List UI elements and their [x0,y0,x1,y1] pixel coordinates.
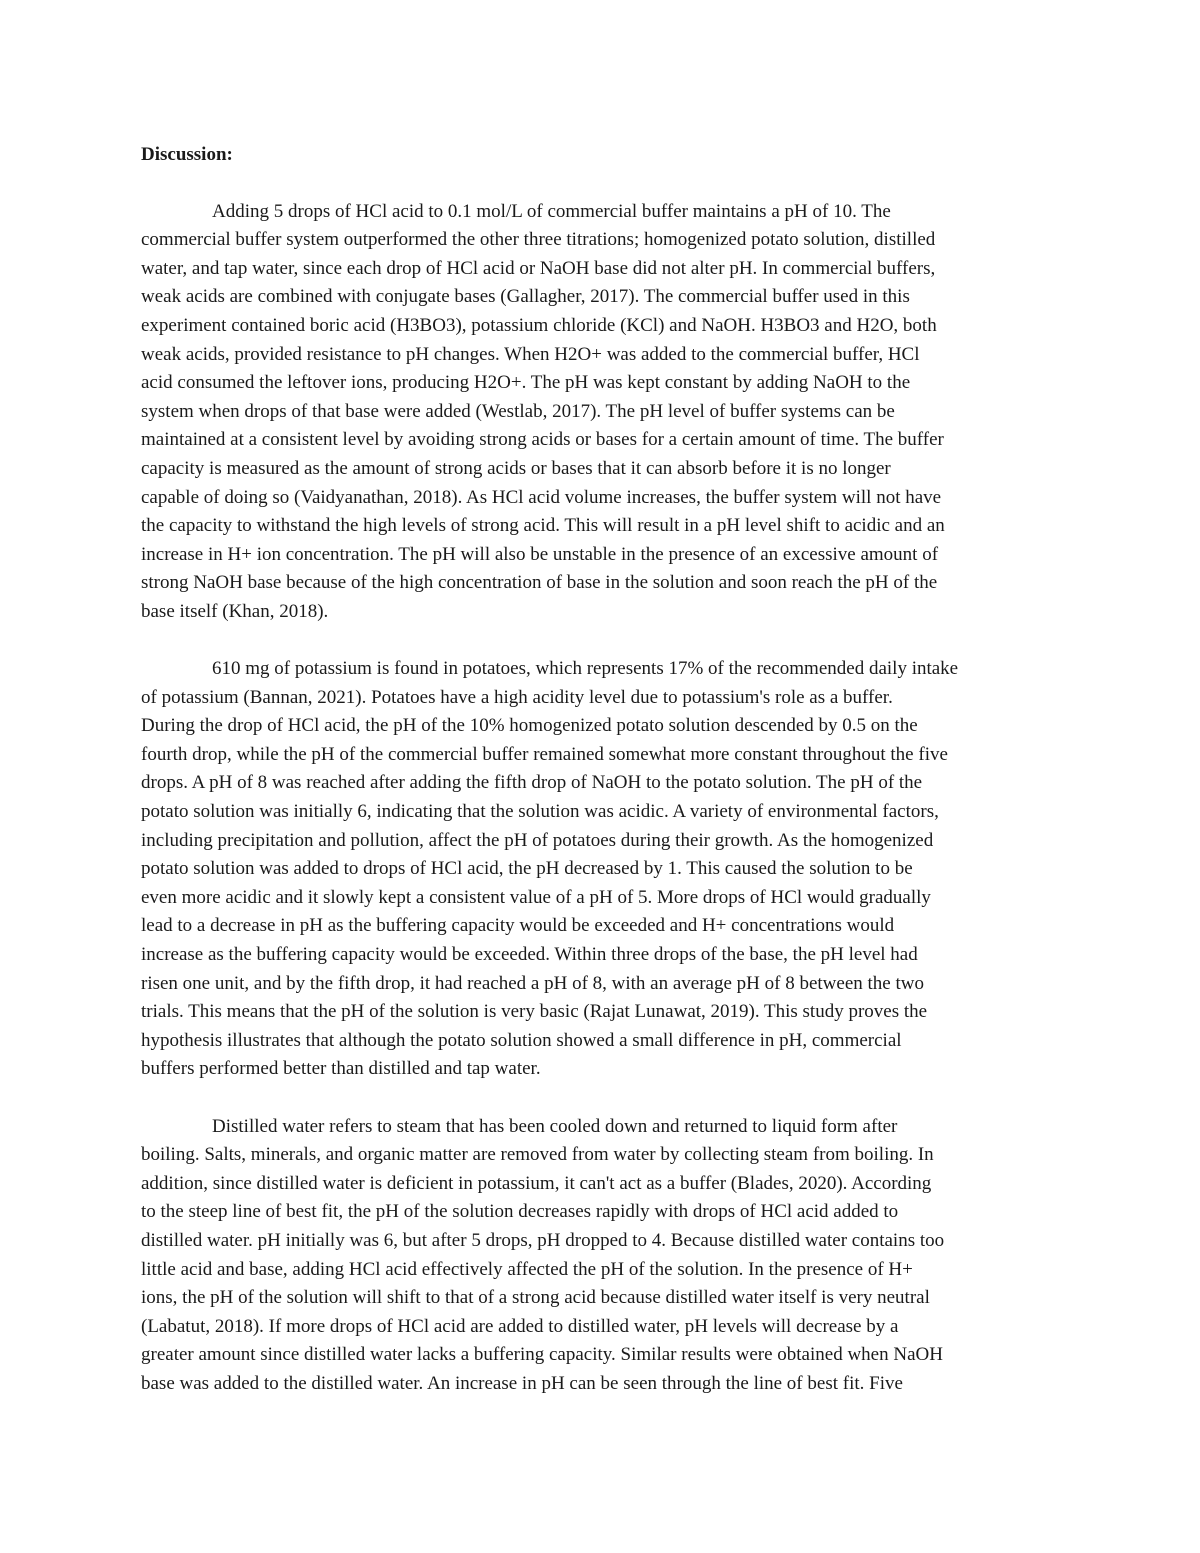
paragraph-line: increase as the buffering capacity would be exceeded. Within three drops of the base, the pH level had [141,944,918,966]
paragraph-line: acid consumed the leftover ions, producing H2O+. The pH was kept constant by adding NaOH to the [141,372,911,394]
paragraph-line: base was added to the distilled water. An increase in pH can be seen through the line of best fit. Five [141,1372,903,1394]
paragraph-line: little acid and base, adding HCl acid effectively affected the pH of the solution. In the presence of H+ [141,1258,913,1280]
paragraph-line: trials. This means that the pH of the solution is very basic (Rajat Lunawat, 2019). This study proves the [141,1001,928,1023]
paragraph-line: capacity is measured as the amount of strong acids or bases that it can absorb before it is no longer [141,457,891,479]
paragraph-line: fourth drop, while the pH of the commercial buffer remained somewhat more constant throughout the five [141,743,948,765]
paragraph-line: Adding 5 drops of HCl acid to 0.1 mol/L of commercial buffer maintains a pH of 10. The [212,200,891,222]
paragraph-line: even more acidic and it slowly kept a consistent value of a pH of 5. More drops of HCl would gradually [141,886,931,908]
paragraph-line: water, and tap water, since each drop of HCl acid or NaOH base did not alter pH. In commercial buffers, [141,257,936,279]
paragraph-line: to the steep line of best fit, the pH of the solution decreases rapidly with drops of HCl acid added to [141,1201,899,1223]
paragraph-line: potato solution was added to drops of HCl acid, the pH decreased by 1. This caused the solution to be [141,858,913,880]
paragraph-3 [141,1113,1071,1399]
paragraph-line: addition, since distilled water is deficient in potassium, it can't act as a buffer (Blades, 2020). According [141,1172,932,1194]
paragraph-1 [141,198,1071,627]
paragraph-2 [141,655,1071,1084]
paragraph-line: 610 mg of potassium is found in potatoes, which represents 17% of the recommended daily intake [212,658,959,680]
paragraph-line: drops. A pH of 8 was reached after adding the fifth drop of NaOH to the potato solution. The pH of the [141,772,923,794]
paragraph-line: including precipitation and pollution, affect the pH of potatoes during their growth. As the homogenized [141,829,934,851]
paragraph-line: ions, the pH of the solution will shift to that of a strong acid because distilled water itself is very neutral [141,1287,930,1309]
paragraph-line: base itself (Khan, 2018). [141,600,329,622]
paragraph-line: greater amount since distilled water lacks a buffering capacity. Similar results were obtained when NaOH [141,1344,943,1366]
paragraph-line: buffers performed better than distilled and tap water. [141,1058,541,1080]
paragraph-line: strong NaOH base because of the high concentration of base in the solution and soon reach the pH of the [141,572,938,594]
paragraph-line: weak acids, provided resistance to pH changes. When H2O+ was added to the commercial buffer, HCl [141,343,920,365]
paragraph-line: boiling. Salts, minerals, and organic matter are removed from water by collecting steam from boiling. In [141,1144,934,1166]
document-body [141,141,1071,1427]
paragraph-line: Distilled water refers to steam that has been cooled down and returned to liquid form after [212,1115,898,1137]
paragraph-line: the capacity to withstand the high levels of strong acid. This will result in a pH level shift to acidic and an [141,515,945,537]
paragraph-line: of potassium (Bannan, 2021). Potatoes have a high acidity level due to potassium's role as a buffer. [141,686,893,708]
paragraph-line: maintained at a consistent level by avoiding strong acids or bases for a certain amount of time. The buffer [141,429,944,451]
paragraph-line: lead to a decrease in pH as the buffering capacity would be exceeded and H+ concentrations would [141,915,895,937]
paragraph-line: hypothesis illustrates that although the potato solution showed a small difference in pH, commercial [141,1029,902,1051]
paragraph-line: risen one unit, and by the fifth drop, it had reached a pH of 8, with an average pH of 8 between the two [141,972,924,994]
paragraph-line: commercial buffer system outperformed the other three titrations; homogenized potato solution, distilled [141,229,936,251]
paragraph-container [141,198,1071,1399]
paragraph-line: During the drop of HCl acid, the pH of the 10% homogenized potato solution descended by 0.5 on the [141,715,918,737]
paragraph-line: distilled water. pH initially was 6, but after 5 drops, pH dropped to 4. Because distilled water contains too [141,1229,945,1251]
paragraph-line: capable of doing so (Vaidyanathan, 2018). As HCl acid volume increases, the buffer system will not have [141,486,942,508]
paragraph-line: weak acids are combined with conjugate bases (Gallagher, 2017). The commercial buffer used in this [141,286,910,308]
paragraph-line: (Labatut, 2018). If more drops of HCl acid are added to distilled water, pH levels will decrease by a [141,1315,899,1337]
paragraph-line: system when drops of that base were added (Westlab, 2017). The pH level of buffer systems can be [141,400,895,422]
paragraph-line: increase in H+ ion concentration. The pH will also be unstable in the presence of an excessive amount of [141,543,939,565]
paragraph-line: experiment contained boric acid (H3BO3), potassium chloride (KCl) and NaOH. H3BO3 and H2O, both [141,314,937,336]
section-heading: Discussion: [141,144,233,165]
paragraph-line: potato solution was initially 6, indicating that the solution was acidic. A variety of environmental factors, [141,801,939,823]
